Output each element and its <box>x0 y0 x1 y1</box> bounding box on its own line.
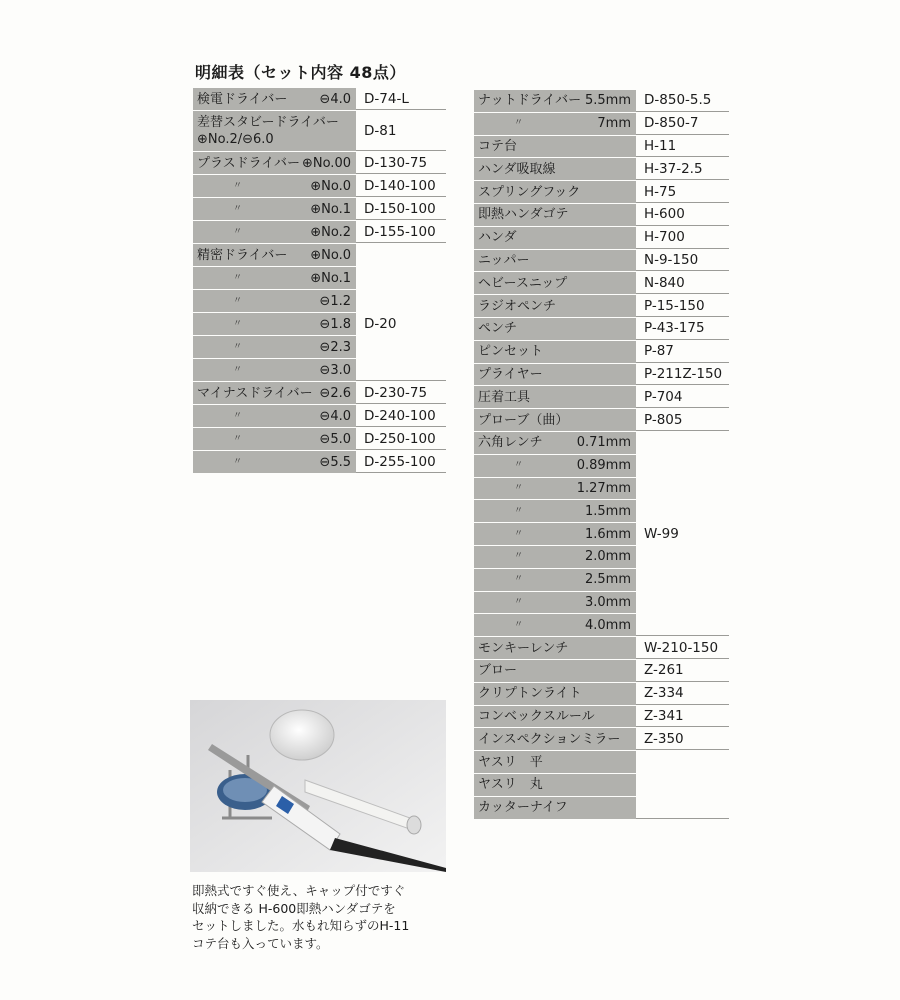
table-row <box>193 244 446 266</box>
item-name: ペンチ <box>478 321 518 337</box>
item-name: 即熱ハンダゴテ <box>478 207 569 223</box>
table-row <box>474 774 729 796</box>
item-name: 〃 <box>233 180 243 191</box>
item-spec: 2.5mm <box>584 572 631 588</box>
item-code: H-700 <box>636 227 729 249</box>
item-code: P-211Z-150 <box>636 364 729 386</box>
item-code: D-240-100 <box>356 405 446 427</box>
item-name: ヘビースニップ <box>478 275 568 291</box>
item-spec: ⊖5.5 <box>319 454 351 470</box>
item-code <box>356 244 446 266</box>
item-code: P-15-150 <box>636 295 729 317</box>
item-name-cell <box>193 267 356 289</box>
item-name-cell <box>193 111 356 151</box>
item-name-cell <box>474 364 636 386</box>
item-code <box>636 797 729 819</box>
item-code <box>636 455 729 477</box>
table-row <box>474 250 729 272</box>
item-code: W-210-150 <box>636 637 729 659</box>
item-spec: ⊕No.0 <box>310 178 351 194</box>
item-code: D-250-100 <box>356 428 446 450</box>
table-row <box>474 728 729 750</box>
caption-line: セットしました。水もれ知らずのH-11 <box>192 918 410 933</box>
item-name-cell <box>474 295 636 317</box>
item-name-cell <box>474 637 636 659</box>
item-name: モンキーレンチ <box>478 640 569 656</box>
item-spec: ⊖4.0 <box>319 408 351 424</box>
item-name: 〃 <box>233 433 243 444</box>
table-row <box>193 221 446 243</box>
item-code <box>636 592 729 614</box>
item-code <box>356 290 446 312</box>
parts-table-left <box>193 88 446 473</box>
table-row <box>474 751 729 773</box>
item-code: H-600 <box>636 204 729 226</box>
item-code <box>636 478 729 500</box>
table-row <box>474 614 729 636</box>
item-code: Z-334 <box>636 683 729 705</box>
table-row <box>474 158 729 180</box>
item-name-cell <box>474 683 636 705</box>
item-name: ヤスリ 平 <box>478 754 543 770</box>
item-name: 〃 <box>233 203 243 214</box>
item-name: 〃 <box>514 619 524 630</box>
item-code <box>636 569 729 591</box>
item-name: 六角レンチ <box>478 435 543 451</box>
item-spec: 2.0mm <box>584 549 631 565</box>
item-spec: ⊕No.0 <box>310 247 351 263</box>
item-spec: ⊕No.1 <box>310 201 351 217</box>
table-row <box>474 706 729 728</box>
item-name: 精密ドライバー <box>197 247 288 263</box>
item-name: ラジオペンチ <box>478 298 557 314</box>
item-name: 〃 <box>233 341 243 352</box>
item-spec: 1.5mm <box>584 503 631 519</box>
table-row <box>474 136 729 158</box>
item-name: 〃 <box>514 551 524 562</box>
table-row <box>474 660 729 682</box>
item-name: ニッパー <box>478 252 530 268</box>
table-row <box>474 523 729 545</box>
item-name: プローブ（曲） <box>478 412 569 428</box>
table-row <box>193 88 446 110</box>
item-name-cell <box>193 198 356 220</box>
item-code: W-99 <box>636 523 729 545</box>
table-row <box>474 455 729 477</box>
table-title: 明細表（セット内容 48点） <box>195 63 406 82</box>
table-row <box>193 152 446 174</box>
item-code: Z-261 <box>636 660 729 682</box>
caption-line: コテ台も入っています。 <box>192 935 329 951</box>
item-name-cell <box>474 706 636 728</box>
table-row <box>474 569 729 591</box>
item-spec: 7mm <box>597 116 631 132</box>
item-spec: 1.6mm <box>584 526 631 542</box>
item-code: P-805 <box>636 409 729 431</box>
item-name-cell <box>474 113 636 135</box>
item-name-cell <box>193 451 356 473</box>
item-name: ハンダ吸取線 <box>478 161 556 177</box>
item-name-cell <box>474 158 636 180</box>
item-name: インスペクションミラー <box>478 731 621 747</box>
table-row <box>193 382 446 404</box>
item-code <box>356 359 446 381</box>
item-name-cell <box>193 382 356 404</box>
table-row <box>193 290 446 312</box>
table-row <box>193 451 446 473</box>
item-code <box>636 432 729 454</box>
item-code: Z-341 <box>636 706 729 728</box>
table-row <box>193 111 446 151</box>
table-row <box>193 405 446 427</box>
item-name-cell <box>474 523 636 545</box>
item-name-cell <box>193 336 356 358</box>
item-spec: 0.71mm <box>576 435 631 451</box>
item-name: カッターナイフ <box>478 800 568 816</box>
item-name-cell <box>474 728 636 750</box>
item-spec: ⊖1.8 <box>319 316 351 332</box>
table-row <box>474 546 729 568</box>
item-code: D-255-100 <box>356 451 446 473</box>
item-name: 検電ドライバー <box>197 91 288 107</box>
item-code: D-150-100 <box>356 198 446 220</box>
item-spec: 4.0mm <box>584 617 631 633</box>
item-name-cell <box>474 614 636 636</box>
item-code: N-9-150 <box>636 250 729 272</box>
item-name-cell <box>474 272 636 294</box>
item-name: コンベックスルール <box>478 708 595 724</box>
item-name-cell <box>474 592 636 614</box>
item-name: 〃 <box>233 410 243 421</box>
table-row <box>474 90 729 112</box>
item-name-cell <box>474 227 636 249</box>
item-name: ヤスリ 丸 <box>478 777 543 793</box>
item-code: H-75 <box>636 181 729 203</box>
item-code: Z-350 <box>636 728 729 750</box>
item-name: 〃 <box>514 460 524 471</box>
item-name-cell <box>474 774 636 796</box>
item-name: プライヤー <box>478 366 543 382</box>
item-name: 〃 <box>514 482 524 493</box>
table-row <box>474 341 729 363</box>
item-name: 〃 <box>514 528 524 539</box>
item-code: D-20 <box>356 313 446 335</box>
item-name: 〃 <box>233 226 243 237</box>
item-code: D-230-75 <box>356 382 446 404</box>
item-code: P-87 <box>636 341 729 363</box>
item-code <box>636 751 729 773</box>
item-name-cell <box>193 313 356 335</box>
item-name-cell <box>474 250 636 272</box>
item-name-cell <box>474 432 636 454</box>
item-name: 差替スタビードライバー <box>197 115 339 130</box>
table-row <box>193 428 446 450</box>
table-row <box>474 592 729 614</box>
item-name-cell <box>474 478 636 500</box>
photo-caption <box>192 882 454 952</box>
item-name-cell <box>474 546 636 568</box>
item-name-cell <box>474 181 636 203</box>
item-name-cell <box>193 405 356 427</box>
product-photo <box>190 700 446 872</box>
table-row <box>474 409 729 431</box>
item-spec: 1.27mm <box>576 480 631 496</box>
item-name-cell <box>474 569 636 591</box>
item-name-cell <box>474 341 636 363</box>
item-code: D-140-100 <box>356 175 446 197</box>
item-name-cell <box>474 751 636 773</box>
item-code: D-130-75 <box>356 152 446 174</box>
item-spec: ⊕No.00 <box>301 155 351 171</box>
table-row <box>474 500 729 522</box>
item-spec: ⊕No.2/⊖6.0 <box>197 132 274 147</box>
item-name-cell <box>193 221 356 243</box>
caption-line: 収納できる H-600即熱ハンダゴテを <box>192 900 396 916</box>
item-name: クリプトンライト <box>478 686 582 702</box>
item-name-cell <box>474 204 636 226</box>
table-row <box>474 364 729 386</box>
item-name-cell <box>474 797 636 819</box>
item-spec: ⊖4.0 <box>319 91 351 107</box>
item-name: コテ台 <box>478 138 518 154</box>
item-spec: 0.89mm <box>576 458 631 474</box>
item-name-cell <box>474 500 636 522</box>
item-name: ピンセット <box>478 344 544 360</box>
item-name-cell <box>193 428 356 450</box>
item-spec: ⊕No.2 <box>310 224 351 240</box>
item-name: 〃 <box>233 295 243 306</box>
item-name: 〃 <box>514 596 524 607</box>
table-row <box>193 336 446 358</box>
item-code <box>636 500 729 522</box>
table-row <box>193 359 446 381</box>
item-name: プラスドライバー <box>197 155 300 171</box>
table-row <box>474 797 729 819</box>
item-code <box>356 267 446 289</box>
table-row <box>474 272 729 294</box>
item-name-cell <box>474 136 636 158</box>
table-row <box>474 386 729 408</box>
item-name-cell <box>193 244 356 266</box>
item-name: ブロー <box>478 663 518 679</box>
table-row <box>474 683 729 705</box>
table-row <box>474 227 729 249</box>
item-name-cell <box>474 409 636 431</box>
item-name: ハンダ <box>478 230 517 246</box>
item-name-cell <box>193 152 356 174</box>
item-code: H-37-2.5 <box>636 158 729 180</box>
item-name: 〃 <box>233 272 243 283</box>
item-code: P-43-175 <box>636 318 729 340</box>
item-name-cell <box>193 359 356 381</box>
item-name: 〃 <box>514 505 524 516</box>
item-name: 〃 <box>514 118 524 129</box>
table-row <box>474 181 729 203</box>
item-name-cell <box>474 455 636 477</box>
item-code: D-850-5.5 <box>636 90 729 112</box>
table-row <box>474 318 729 340</box>
item-code <box>636 546 729 568</box>
table-row <box>193 267 446 289</box>
item-spec: 5.5mm <box>584 93 631 109</box>
item-spec: ⊖3.0 <box>319 362 351 378</box>
parts-table-right <box>474 90 729 819</box>
table-row <box>474 432 729 454</box>
item-spec: ⊖2.6 <box>319 385 351 401</box>
item-code: H-11 <box>636 136 729 158</box>
item-name-cell <box>474 386 636 408</box>
item-name-cell <box>193 175 356 197</box>
item-name: ナットドライバー <box>478 93 582 109</box>
item-name-cell <box>474 660 636 682</box>
table-row <box>474 637 729 659</box>
table-row <box>193 198 446 220</box>
item-code <box>636 774 729 796</box>
item-name-cell <box>193 88 356 110</box>
item-code: N-840 <box>636 272 729 294</box>
table-row <box>474 295 729 317</box>
item-spec: ⊕No.1 <box>310 270 351 286</box>
item-code: P-704 <box>636 386 729 408</box>
item-code: D-74-L <box>356 88 446 110</box>
item-name: 〃 <box>233 364 243 375</box>
item-spec: 3.0mm <box>584 594 631 610</box>
item-code <box>636 614 729 636</box>
caption-line: 即熱式ですぐ使え、キャップ付ですぐ <box>192 883 406 898</box>
item-name: 〃 <box>514 574 524 585</box>
item-name: マイナスドライバー <box>197 385 313 401</box>
item-name-cell <box>474 318 636 340</box>
table-row <box>474 113 729 135</box>
item-name-cell <box>474 90 636 112</box>
item-code <box>356 336 446 358</box>
item-spec: ⊖1.2 <box>319 293 351 309</box>
item-code: D-81 <box>356 111 446 151</box>
item-code: D-850-7 <box>636 113 729 135</box>
item-code: D-155-100 <box>356 221 446 243</box>
item-name: 〃 <box>233 318 243 329</box>
item-name-cell <box>193 290 356 312</box>
item-spec: ⊖2.3 <box>319 339 351 355</box>
soldering-iron-image <box>190 700 446 872</box>
item-name: 圧着工具 <box>478 389 531 405</box>
table-row <box>474 204 729 226</box>
table-row <box>193 175 446 197</box>
table-row <box>474 478 729 500</box>
item-name: 〃 <box>233 456 243 467</box>
item-name: スプリングフック <box>478 184 581 200</box>
item-spec: ⊖5.0 <box>319 431 351 447</box>
table-row <box>193 313 446 335</box>
